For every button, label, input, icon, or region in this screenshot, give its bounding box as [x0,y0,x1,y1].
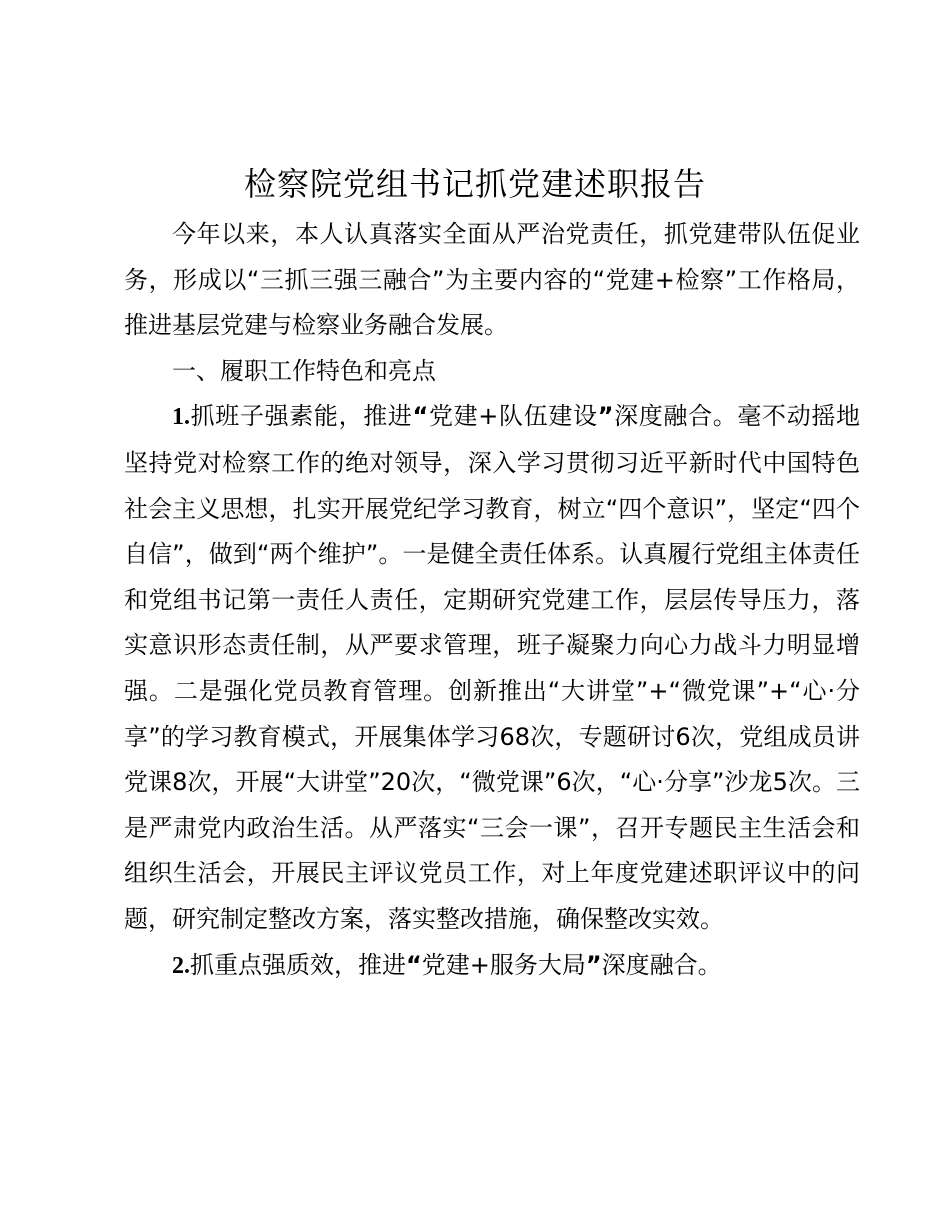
section-heading: 一、履职工作特色和亮点 [172,356,436,385]
item-2-lead-a: 抓重点强质效，推进 [190,950,406,979]
item-1-lead-c: 深度融合。 [613,402,738,431]
item-1-paragraph [124,394,860,942]
item-1-body: 毫不动摇地坚持党对检察工作的绝对领导，深入学习贯彻习近平新时代中国特色社会主义思想，扎实开展党纪学习教育，树立“四个意识”，坚定“四个自信”，做到“两个维护”。一是健全责任体系。认真履行党组主体责任和党组书记第一责任人责任，定期研究党建工作，层层传导压力，落实意识形态责任制，从严要求管理，班子凝聚力向心力战斗力明显增强。二是强化党员教育管理。创新推出“大讲堂”+“微党课”+“心·分享”的学习教育模式，开展集体学习68次，专题研讨6次，党组成员讲党课8次，开展“大讲堂”20次，“微党课”6次，“心·分享”沙龙5次。三是严肃党内政治生活。从严落实“三会一课”，召开专题民主生活会和组织生活会，开展民主评议党员工作，对上年度党建述职评议中的问题，研究制定整改方案，落实整改措施，确保整改实效。 [124,402,861,933]
item-1-lead-a: 抓班子强素能，推进 [190,402,413,431]
item-1-close-quote: ” [597,402,614,431]
item-2-paragraph [124,943,860,990]
item-2-number: 2. [172,952,190,979]
document-title: 检察院党组书记抓党建述职报告 [243,165,706,203]
item-1-open-quote: “ [412,402,429,431]
item-2-lead-b: 党建+服务大局 [421,950,586,979]
item-1-lead-b: 党建+队伍建设 [428,402,598,431]
document-body [124,212,860,989]
item-2-lead-c: 深度融合。 [601,950,722,979]
item-2-close-quote: ” [585,950,602,979]
item-1-number: 1. [172,404,190,431]
item-2-open-quote: “ [406,950,422,979]
intro-paragraph: 今年以来，本人认真落实全面从严治党责任，抓党建带队伍促业务，形成以“三抓三强三融合”为主要内容的“党建+检察”工作格局，推进基层党建与检察业务融合发展。 [124,220,860,340]
